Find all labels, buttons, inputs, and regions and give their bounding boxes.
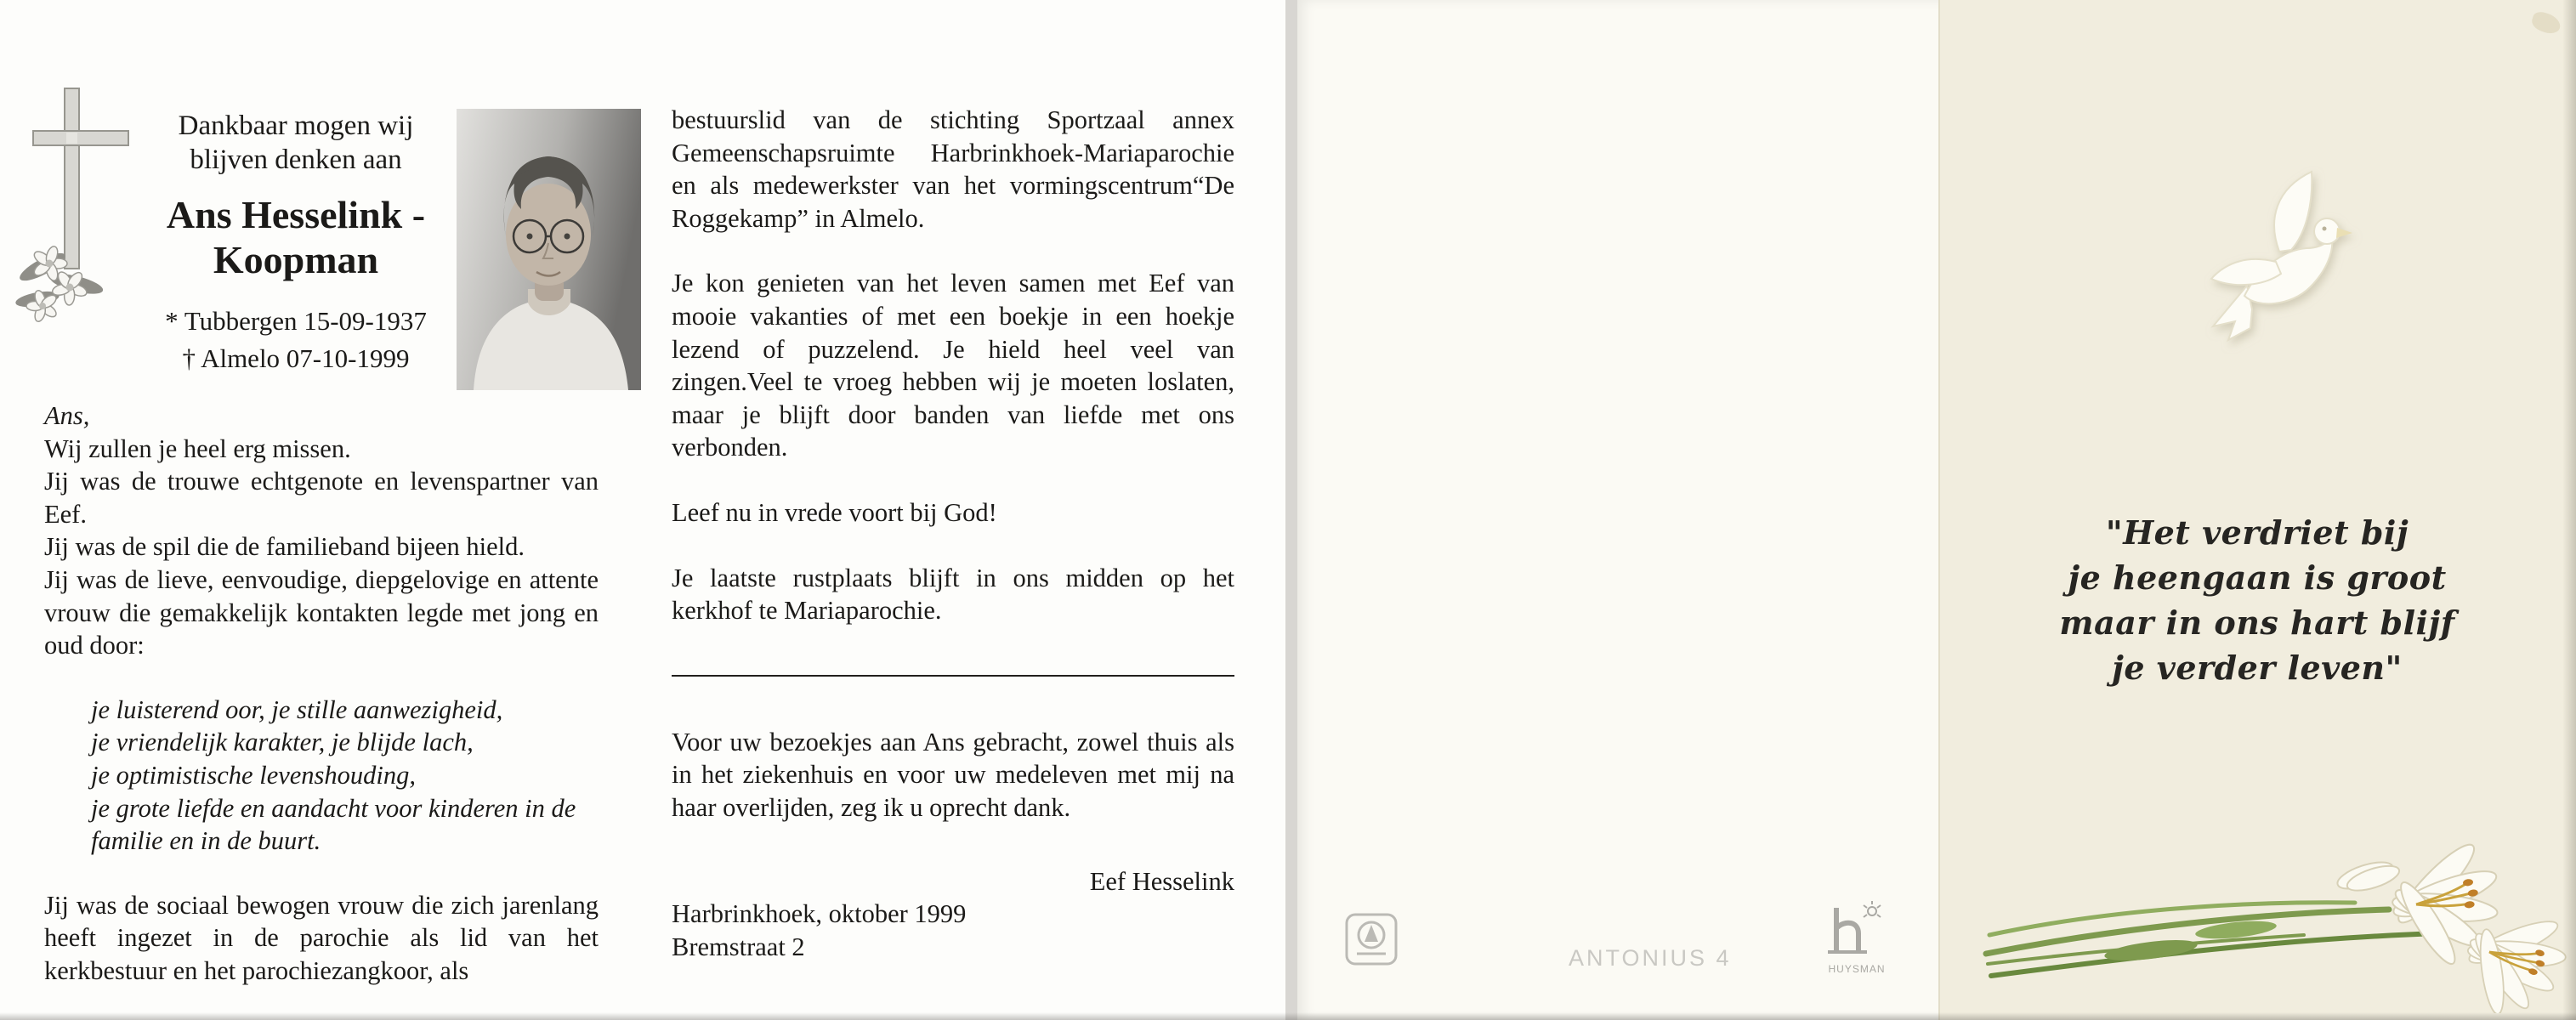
- scan-bottom-edge: [0, 1012, 2576, 1020]
- paragraph-vrede: Leef nu in vrede voort bij God!: [672, 497, 997, 527]
- quote-line: "Het verdriet bij: [2105, 513, 2409, 552]
- huysman-logo: [1821, 898, 1892, 987]
- huysman-monogram-icon: [1821, 898, 1892, 983]
- address: Bremstraat 2: [672, 932, 805, 961]
- signature: Eef Hesselink: [1089, 866, 1234, 896]
- quality-item: je grote liefde en aandacht voor kinderen in de familie en in de buurt.: [91, 793, 576, 856]
- name-line-2: Koopman: [213, 238, 379, 281]
- quality-item: je vriendelijk karakter, je blijde lach,: [91, 728, 474, 757]
- salutation: Ans,: [44, 401, 90, 430]
- front-right-text-column: [672, 104, 1234, 963]
- paragraph-rustplaats: Je laatste rustplaats blijft in ons midden op het kerkhof te Mariaparochie.: [672, 563, 1234, 626]
- printer-logo: [1343, 911, 1399, 977]
- quality-item: je optimistische levenshouding,: [91, 760, 417, 790]
- divider-rule: [672, 675, 1234, 677]
- deceased-name: [134, 192, 457, 282]
- death-date: † Almelo 07-10-1999: [182, 343, 410, 373]
- dove-illustration: [2198, 160, 2376, 360]
- qualities-list: [44, 694, 599, 858]
- paragraph-lieve: Jij was de lieve, eenvoudige, diepgelovige en attente vrouw die gemakkelijk kontakten legde met jong en oud door:: [44, 564, 599, 660]
- quote-line: maar in ons hart blijf: [2059, 604, 2455, 642]
- dove-icon: [2198, 160, 2376, 355]
- paragraph-genieten: Je kon genieten van het leven samen met Eef van mooie vakanties of met een boekje in een hoekje lezend of puzzelend. Je hield heel veel van zingen.Veel te vroeg hebben wij je moeten loslaten, maar je blijft door banden van liefde met ons verbonden.: [672, 269, 1234, 462]
- portrait-photo: [457, 109, 641, 390]
- intro-line-2: blijven denken aan: [190, 144, 402, 175]
- paragraph-bestuurslid: bestuurslid van de stichting Sportzaal annex Gemeenschapsruimte Harbrinkhoek-Mariaparochie en als medewerkster van het vormingscentrum“De Roggekamp” in Almelo.: [672, 105, 1234, 233]
- cross-flowers-illustration: [12, 83, 139, 330]
- press-mark-icon: [1343, 911, 1399, 972]
- cross-icon: [12, 83, 139, 326]
- intro-line-1: Dankbaar mogen wij: [178, 110, 414, 141]
- paragraph-spil: Jij was de spil die de familieband bijeen hield.: [44, 532, 525, 562]
- name-line-1: Ans Hesselink -: [166, 193, 426, 236]
- quality-item: je luisterend oor, je stille aanwezigheid,: [91, 694, 503, 724]
- card-front-page: [0, 0, 1285, 1020]
- printer-name: HUYSMAN: [1828, 963, 1886, 975]
- paragraph-missen: Wij zullen je heel erg missen.: [44, 434, 351, 463]
- lilies-illustration: [1981, 775, 2567, 1017]
- paragraph-dank: Voor uw bezoekjes aan Ans gebracht, zowel thuis als in het ziekenhuis en voor uw medeleven met mij na haar overlijden, zeg ik u oprecht dank.: [672, 727, 1234, 822]
- scan-edge-shadow: [2562, 0, 2576, 1020]
- intro-text: [143, 109, 449, 177]
- front-left-text-column: [44, 400, 599, 988]
- paragraph-echtgenote: Jij was de trouwe echtgenote en levenspartner van Eef.: [44, 467, 599, 529]
- memorial-quote: [2036, 510, 2478, 690]
- lilies-icon: [1981, 775, 2567, 1013]
- quote-line: je heengaan is groot: [2068, 558, 2447, 597]
- place-date: Harbrinkhoek, oktober 1999: [672, 899, 967, 929]
- portrait-illustration: [457, 109, 641, 390]
- life-dates: [134, 303, 457, 377]
- paragraph-sociaal: Jij was de sociaal bewogen vrouw die zich jarenlang heeft ingezet in de parochie als lid van het kerkbestuur en het parochiezangkoor, als: [44, 890, 599, 985]
- quote-line: je verder leven": [2112, 649, 2403, 687]
- birth-date: * Tubbergen 15-09-1937: [165, 306, 427, 336]
- series-code: ANTONIUS 4: [1569, 945, 1732, 971]
